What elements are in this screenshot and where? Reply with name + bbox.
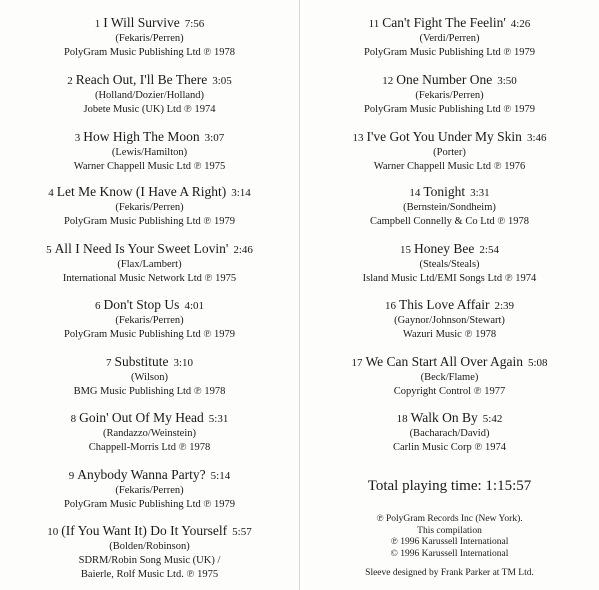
track-item	[0, 72, 299, 117]
track-number: 8	[70, 413, 77, 425]
track-duration: 3:14	[231, 187, 251, 199]
track-writers: (Randazzo/Weinstein)	[102, 428, 197, 439]
track-publisher: PolyGram Music Publishing Ltd ℗ 1979	[63, 329, 236, 340]
track-number: 6	[94, 300, 101, 312]
track-item	[300, 241, 599, 286]
track-title: Walk On By	[410, 410, 478, 425]
track-title: All I Need Is Your Sweet Lovin'	[54, 241, 229, 256]
track-number: 1	[94, 18, 101, 30]
track-title: Can't Fight The Feelin'	[382, 15, 506, 30]
track-number: 15	[400, 244, 412, 256]
track-publisher: Copyright Control ℗ 1977	[393, 386, 506, 397]
track-writers: (Holland/Dozier/Holland)	[94, 90, 205, 101]
track-publisher: Warner Chappell Music Ltd ℗ 1976	[373, 161, 526, 172]
track-writers: (Lewis/Hamilton)	[111, 147, 188, 158]
track-publisher: PolyGram Music Publishing Ltd ℗ 1979	[63, 216, 236, 227]
track-writers: (Wilson)	[131, 372, 168, 383]
track-number: 16	[384, 300, 396, 312]
track-title: How High The Moon	[83, 129, 200, 144]
track-title: Tonight	[423, 184, 466, 199]
track-item	[0, 410, 299, 455]
track-publisher: Wazuri Music ℗ 1978	[402, 329, 497, 340]
track-number: 4	[48, 187, 54, 199]
track-publisher: PolyGram Music Publishing Ltd ℗ 1979	[363, 104, 536, 115]
track-item	[300, 72, 599, 117]
track-publisher: BMG Music Publishing Ltd ℗ 1978	[73, 386, 226, 397]
sleeve-credit: Sleeve designed by Frank Parker at TM Ltd.	[365, 568, 534, 578]
track-title: This Love Affair	[398, 297, 490, 312]
track-writers: (Fekaris/Perren)	[115, 33, 184, 44]
track-writers: (Bolden/Robinson)	[109, 541, 190, 552]
track-publisher: Campbell Connelly & Co Ltd ℗ 1978	[369, 216, 530, 227]
track-number: 11	[368, 18, 380, 30]
track-writers: (Fekaris/Perren)	[115, 202, 184, 213]
track-publisher: International Music Network Ltd ℗ 1975	[62, 273, 237, 284]
track-number: 10	[47, 526, 59, 538]
track-title: Reach Out, I'll Be There	[75, 72, 208, 87]
track-number: 17	[351, 357, 363, 369]
track-publisher: PolyGram Music Publishing Ltd ℗ 1978	[63, 47, 236, 58]
copyright-credits	[300, 514, 599, 560]
track-number: 14	[409, 187, 421, 199]
track-publisher: PolyGram Music Publishing Ltd ℗ 1979	[63, 499, 236, 510]
track-publisher: PolyGram Music Publishing Ltd ℗ 1979	[363, 47, 536, 58]
track-title: Don't Stop Us	[103, 297, 180, 312]
track-item	[300, 129, 599, 174]
track-publisher: Warner Chappell Music Ltd ℗ 1975	[73, 161, 226, 172]
track-title: We Can Start All Over Again	[365, 354, 523, 369]
track-item	[0, 523, 299, 582]
track-duration: 5:14	[210, 470, 231, 482]
credit-line: ℗ PolyGram Records Inc (New York).	[376, 514, 523, 524]
track-item	[300, 297, 599, 342]
track-duration: 5:08	[527, 357, 548, 369]
track-duration: 4:26	[510, 18, 531, 30]
track-number: 5	[46, 244, 52, 256]
track-title: Anybody Wanna Party?	[77, 467, 206, 482]
track-duration: 2:39	[494, 300, 515, 312]
credit-line: © 1996 Karussell International	[390, 548, 509, 559]
track-writers: (Porter)	[433, 147, 466, 158]
credit-line: ℗ 1996 Karussell International	[390, 537, 509, 547]
track-duration: 7:56	[184, 18, 205, 30]
track-item	[0, 241, 299, 286]
track-writers: (Verdi/Perren)	[419, 33, 480, 44]
track-publisher: Chappell-Morris Ltd ℗ 1978	[88, 442, 211, 453]
track-title: One Number One	[396, 72, 493, 87]
track-number: 9	[68, 470, 75, 482]
track-duration: 5:31	[208, 413, 229, 425]
track-writers: (Bacharach/David)	[409, 428, 490, 439]
track-title: I've Got You Under My Skin	[366, 129, 522, 144]
track-number: 2	[67, 75, 73, 87]
track-publisher-continued: Baierle, Rolf Music Ltd. ℗ 1975	[80, 569, 219, 580]
track-duration: 5:57	[232, 526, 252, 538]
track-item	[300, 354, 599, 399]
track-number: 13	[352, 132, 364, 144]
track-number: 12	[382, 75, 394, 87]
track-title: Goin' Out Of My Head	[79, 410, 204, 425]
track-writers: (Fekaris/Perren)	[115, 485, 184, 496]
track-writers: (Flax/Lambert)	[117, 259, 182, 270]
track-duration: 4:01	[184, 300, 204, 312]
track-duration: 3:50	[497, 75, 517, 87]
track-duration: 2:54	[479, 244, 499, 256]
track-duration: 3:10	[173, 357, 194, 369]
track-item	[0, 297, 299, 342]
track-duration: 3:46	[526, 132, 547, 144]
track-duration: 5:42	[482, 413, 503, 425]
track-item	[0, 129, 299, 174]
credit-line: This compilation	[417, 525, 482, 536]
track-item	[0, 354, 299, 399]
track-title: Honey Bee	[414, 241, 475, 256]
track-title: I Will Survive	[103, 15, 180, 30]
track-title: Substitute	[114, 354, 169, 369]
track-duration: 2:46	[233, 244, 253, 256]
track-number: 18	[396, 413, 408, 425]
track-item	[300, 15, 599, 60]
track-item	[300, 184, 599, 229]
track-writers: (Steals/Steals)	[419, 259, 480, 270]
track-publisher: SDRM/Robin Song Music (UK) /	[78, 555, 221, 566]
track-writers: (Bernstein/Sondheim)	[403, 202, 496, 213]
track-publisher: Jobete Music (UK) Ltd ℗ 1974	[83, 104, 216, 115]
track-number: 3	[74, 132, 81, 144]
track-writers: (Gaynor/Johnson/Stewart)	[394, 315, 505, 326]
track-duration: 3:31	[470, 187, 490, 199]
total-playing-time: Total playing time: 1:15:57	[367, 478, 532, 494]
track-writers: (Fekaris/Perren)	[415, 90, 484, 101]
track-writers: (Fekaris/Perren)	[115, 315, 184, 326]
track-publisher: Island Music Ltd/EMI Songs Ltd ℗ 1974	[362, 273, 537, 284]
track-title: Let Me Know (I Have A Right)	[56, 184, 227, 199]
track-item	[0, 467, 299, 512]
track-title: (If You Want It) Do It Yourself	[61, 523, 228, 538]
track-item	[0, 184, 299, 229]
track-writers: (Beck/Flame)	[420, 372, 479, 383]
track-duration: 3:05	[212, 75, 232, 87]
track-publisher: Carlin Music Corp ℗ 1974	[393, 442, 506, 453]
track-duration: 3:07	[204, 132, 225, 144]
track-number: 7	[105, 357, 112, 369]
track-item	[0, 15, 299, 60]
track-item	[300, 410, 599, 455]
